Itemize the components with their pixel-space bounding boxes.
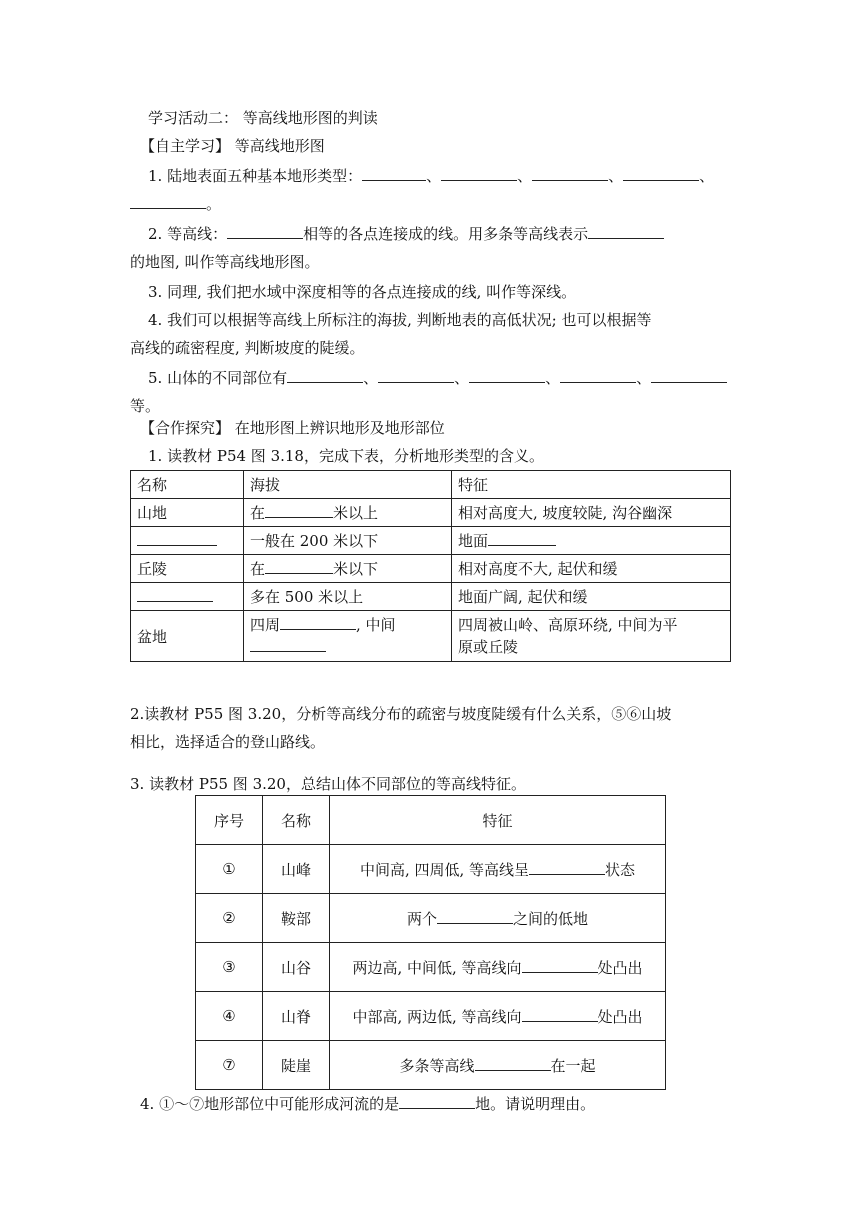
feat-text: 地面: [458, 532, 489, 550]
row-altitude: 一般在 200 米以下: [244, 527, 452, 555]
answer-blank[interactable]: [623, 166, 699, 181]
question-2-text-b: 相等的各点连接成的线。用多条等高线表示: [303, 225, 589, 243]
coop-title: 【合作探究】 在地形图上辨识地形及地形部位: [140, 419, 445, 437]
row-name: 山脊: [263, 992, 330, 1041]
row-name: 山地: [131, 499, 244, 527]
row-feature: [330, 845, 666, 894]
table-row: [196, 845, 666, 894]
feat-text: 在一起: [550, 1056, 596, 1075]
separator: 、: [699, 167, 715, 185]
answer-blank[interactable]: [475, 1056, 551, 1071]
separator: 、: [363, 369, 379, 387]
row-name: 鞍部: [263, 894, 330, 943]
header-altitude: 海拔: [244, 471, 452, 499]
answer-blank[interactable]: [529, 860, 605, 875]
separator: 、: [608, 167, 624, 185]
header-name: 名称: [263, 796, 330, 845]
question-3: 3. 同理, 我们把水域中深度相等的各点连接成的线, 叫作等深线。: [148, 283, 577, 301]
question-1-text: 1. 陆地表面五种基本地形类型：: [148, 167, 363, 185]
row-name: 山峰: [263, 845, 330, 894]
table-row: [131, 555, 731, 583]
separator: 、: [545, 369, 561, 387]
answer-blank[interactable]: [560, 368, 636, 383]
coop-question-1: 1. 读教材 P54 图 3.18，完成下表，分析地形类型的含义。: [148, 447, 544, 465]
table-row: [131, 499, 731, 527]
answer-blank[interactable]: [362, 166, 426, 181]
table-row: [196, 1041, 666, 1090]
table-header-row: [131, 471, 731, 499]
landform-table: [130, 470, 731, 662]
answer-blank[interactable]: [469, 368, 545, 383]
row-number: ②: [196, 894, 263, 943]
question-text: 4. ①～⑦地形部位中可能形成河流的是: [140, 1095, 400, 1113]
alt-text: 在: [250, 504, 266, 522]
row-feature: [452, 611, 731, 662]
question-5-text: 5. 山体的不同部位有: [148, 369, 288, 387]
separator: 、: [517, 167, 533, 185]
answer-blank[interactable]: [280, 615, 356, 630]
feat-text: 两个: [406, 909, 437, 928]
row-number: ⑦: [196, 1041, 263, 1090]
row-name: 陡崖: [263, 1041, 330, 1090]
answer-blank[interactable]: [399, 1094, 475, 1109]
answer-blank[interactable]: [488, 531, 556, 546]
alt-text: , 中间: [356, 616, 396, 634]
alt-text: 四周: [250, 616, 281, 634]
row-feature: 地面广阔, 起伏和缓: [452, 583, 731, 611]
feat-text: 原或丘陵: [458, 638, 519, 656]
row-feature: 相对高度不大, 起伏和缓: [452, 555, 731, 583]
table-row: [196, 894, 666, 943]
question-1-cont: [130, 194, 221, 214]
answer-blank[interactable]: [130, 194, 206, 209]
row-number: ③: [196, 943, 263, 992]
row-altitude: [244, 611, 452, 662]
question-text: 地。请说明理由。: [475, 1095, 596, 1113]
table-row: [196, 943, 666, 992]
row-altitude: 多在 500 米以上: [244, 583, 452, 611]
question-5-end: 等。: [130, 397, 161, 415]
answer-blank[interactable]: [265, 559, 333, 574]
row-altitude: [244, 555, 452, 583]
question-1: [148, 166, 714, 186]
answer-blank[interactable]: [227, 224, 303, 239]
answer-blank[interactable]: [287, 368, 363, 383]
feat-text: 多条等高线: [399, 1056, 475, 1075]
alt-text: 米以下: [333, 560, 379, 578]
question-4: 4. 我们可以根据等高线上所标注的海拔, 判断地表的高低状况; 也可以根据等: [148, 311, 652, 329]
answer-blank[interactable]: [651, 368, 727, 383]
answer-blank[interactable]: [250, 637, 326, 652]
question-2-cont: 的地图, 叫作等高线地形图。: [130, 253, 320, 271]
header-number: 序号: [196, 796, 263, 845]
alt-text: 在: [250, 560, 266, 578]
answer-blank[interactable]: [437, 909, 513, 924]
separator: 、: [636, 369, 652, 387]
table-row: [196, 992, 666, 1041]
answer-blank[interactable]: [532, 166, 608, 181]
row-number: ①: [196, 845, 263, 894]
feat-text: 处凸出: [597, 958, 643, 977]
row-feature: [330, 1041, 666, 1090]
coop-question-2: 2.读教材 P55 图 3.20，分析等高线分布的疏密与坡度陡缓有什么关系，⑤⑥山坡: [130, 705, 672, 723]
row-feature: [452, 527, 731, 555]
answer-blank[interactable]: [441, 166, 517, 181]
row-name: 丘陵: [131, 555, 244, 583]
mountain-parts-table: [195, 795, 666, 1090]
header-feature: 特征: [452, 471, 731, 499]
separator: 、: [454, 369, 470, 387]
row-feature: [330, 992, 666, 1041]
row-feature: [330, 943, 666, 992]
row-name: [131, 527, 244, 555]
question-2-text: 2. 等高线：: [148, 225, 228, 243]
answer-blank[interactable]: [378, 368, 454, 383]
answer-blank[interactable]: [137, 531, 217, 546]
answer-blank[interactable]: [137, 587, 213, 602]
answer-blank[interactable]: [522, 1007, 598, 1022]
question-4-cont: 高线的疏密程度, 判断坡度的陡缓。: [130, 339, 365, 357]
row-name: [131, 583, 244, 611]
feat-text: 中部高, 两边低, 等高线向: [352, 1007, 522, 1026]
answer-blank[interactable]: [522, 958, 598, 973]
table-row: [131, 527, 731, 555]
row-altitude: [244, 499, 452, 527]
row-name: 山谷: [263, 943, 330, 992]
self-study-title: 【自主学习】 等高线地形图: [140, 137, 325, 155]
separator: 、: [426, 167, 442, 185]
feat-text: 状态: [605, 860, 636, 879]
table-header-row: [196, 796, 666, 845]
feat-text: 两边高, 中间低, 等高线向: [352, 958, 522, 977]
table-row: [131, 611, 731, 662]
header-name: 名称: [131, 471, 244, 499]
period: 。: [206, 195, 222, 213]
feat-text: 中间高, 四周低, 等高线呈: [359, 860, 530, 879]
coop-question-2-cont: 相比，选择适合的登山路线。: [130, 733, 326, 751]
answer-blank[interactable]: [265, 503, 333, 518]
question-2: [148, 224, 664, 244]
feat-text: 四周被山岭、高原环绕, 中间为平: [458, 616, 678, 634]
table-row: [131, 583, 731, 611]
coop-question-4: [140, 1094, 595, 1114]
activity-title: 学习活动二： 等高线地形图的判读: [148, 109, 378, 127]
alt-text: 米以上: [333, 504, 379, 522]
row-name: 盆地: [131, 611, 244, 662]
row-feature: [330, 894, 666, 943]
row-number: ④: [196, 992, 263, 1041]
feat-text: 之间的低地: [513, 909, 589, 928]
feat-text: 处凸出: [597, 1007, 643, 1026]
coop-question-3: 3. 读教材 P55 图 3.20，总结山体不同部位的等高线特征。: [130, 775, 526, 793]
answer-blank[interactable]: [588, 224, 664, 239]
question-5: [148, 368, 727, 388]
row-feature: 相对高度大, 坡度较陡, 沟谷幽深: [452, 499, 731, 527]
header-feature: 特征: [330, 796, 666, 845]
